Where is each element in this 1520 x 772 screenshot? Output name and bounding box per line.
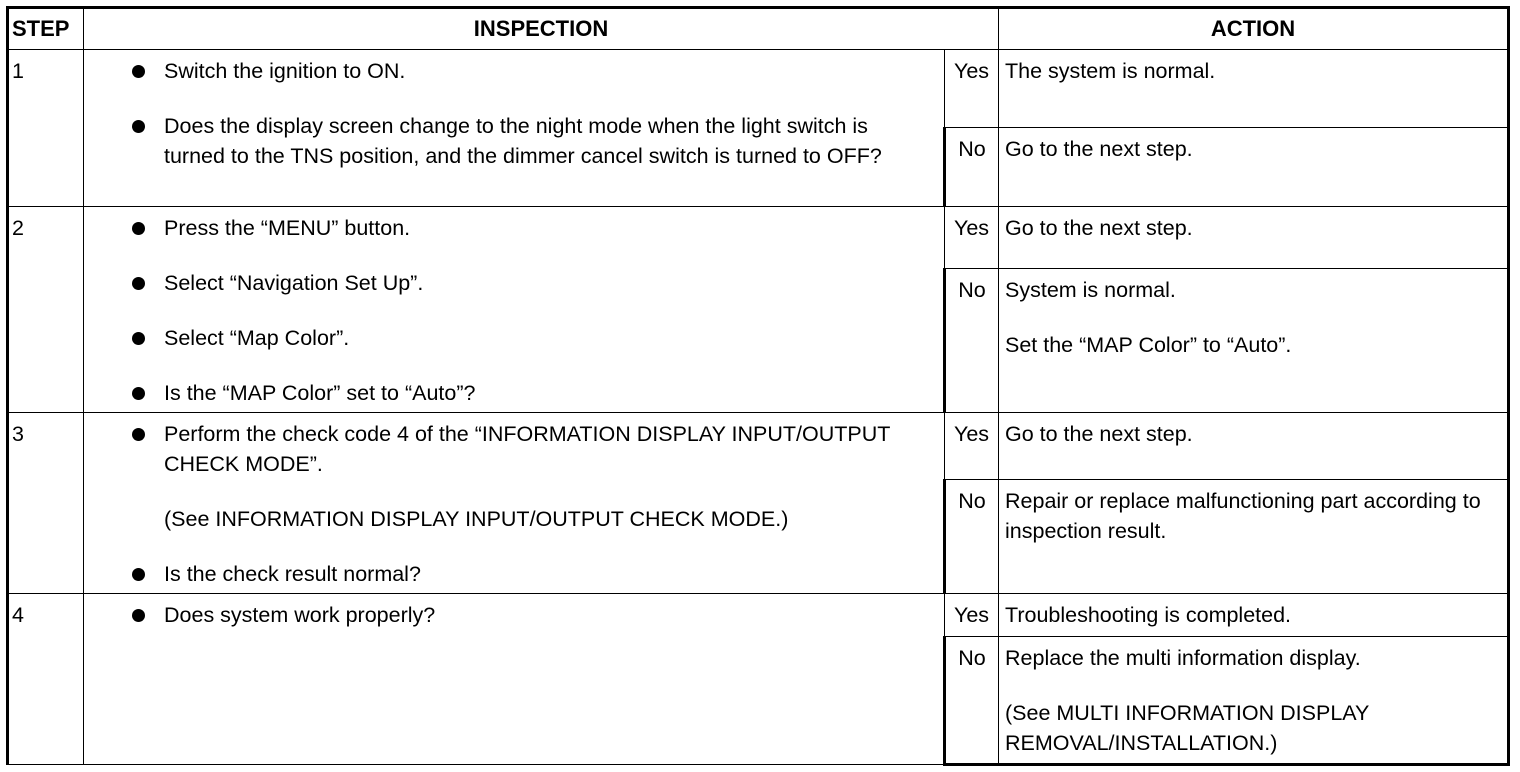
inspection-item: Is the “MAP Color” set to “Auto”? [84, 378, 929, 408]
inspection-note: (See INFORMATION DISPLAY INPUT/OUTPUT CHECK MODE.) [164, 507, 789, 531]
inspection-item: Select “Map Color”. [84, 323, 929, 353]
no-action: Go to the next step. [999, 128, 1509, 207]
yes-action: Troubleshooting is completed. [999, 594, 1509, 637]
no-action: Repair or replace malfunctioning part according to inspection result. [999, 480, 1509, 594]
step-1-inspection [84, 50, 945, 207]
step-3-inspection [84, 413, 945, 594]
step-2-inspection [84, 207, 945, 413]
inspection-item: Does the display screen change to the night mode when the light switch is turned to the TNS position, and the dimmer cancel switch is turned to OFF? [84, 111, 929, 171]
yes-label: Yes [945, 50, 999, 128]
step-number: 4 [8, 594, 84, 765]
step-number: 1 [8, 50, 84, 207]
yes-label: Yes [945, 594, 999, 637]
step-4-yes-row [8, 594, 1509, 637]
step-number: 3 [8, 413, 84, 594]
step-number: 2 [8, 207, 84, 413]
step-1-yes-row [8, 50, 1509, 128]
bullet-icon [132, 65, 145, 78]
inspection-column-header: INSPECTION [84, 8, 999, 50]
step-3-yes-row [8, 413, 1509, 480]
step-column-header: STEP [8, 8, 84, 50]
bullet-icon [132, 387, 145, 400]
bullet-icon [132, 568, 145, 581]
no-action: Replace the multi information display. (See MULTI INFORMATION DISPLAY REMOVAL/INSTALLATION.) [999, 637, 1509, 765]
bullet-icon [132, 332, 145, 345]
yes-action: Go to the next step. [999, 207, 1509, 269]
action-column-header: ACTION [999, 8, 1509, 50]
inspection-item: Select “Navigation Set Up”. [84, 268, 929, 298]
inspection-item: Perform the check code 4 of the “INFORMATION DISPLAY INPUT/OUTPUT CHECK MODE”. [84, 419, 929, 479]
no-label: No [945, 637, 999, 765]
troubleshooting-table [6, 6, 1510, 766]
inspection-item: Is the check result normal? [84, 559, 929, 589]
yes-label: Yes [945, 413, 999, 480]
bullet-icon [132, 277, 145, 290]
bullet-icon [132, 222, 145, 235]
step-2-yes-row [8, 207, 1509, 269]
no-action: System is normal. Set the “MAP Color” to “Auto”. [999, 269, 1509, 413]
yes-action: Go to the next step. [999, 413, 1509, 480]
bullet-icon [132, 609, 145, 622]
no-label: No [945, 128, 999, 207]
inspection-item: Does system work properly? [84, 600, 929, 630]
no-label: No [945, 480, 999, 594]
bullet-icon [132, 428, 145, 441]
yes-label: Yes [945, 207, 999, 269]
bullet-icon [132, 120, 145, 133]
yes-action: The system is normal. [999, 50, 1509, 128]
no-label: No [945, 269, 999, 413]
inspection-item: Press the “MENU” button. [84, 213, 929, 243]
inspection-item: Switch the ignition to ON. [84, 56, 929, 86]
table-header-row [8, 8, 1509, 50]
step-4-inspection [84, 594, 945, 765]
